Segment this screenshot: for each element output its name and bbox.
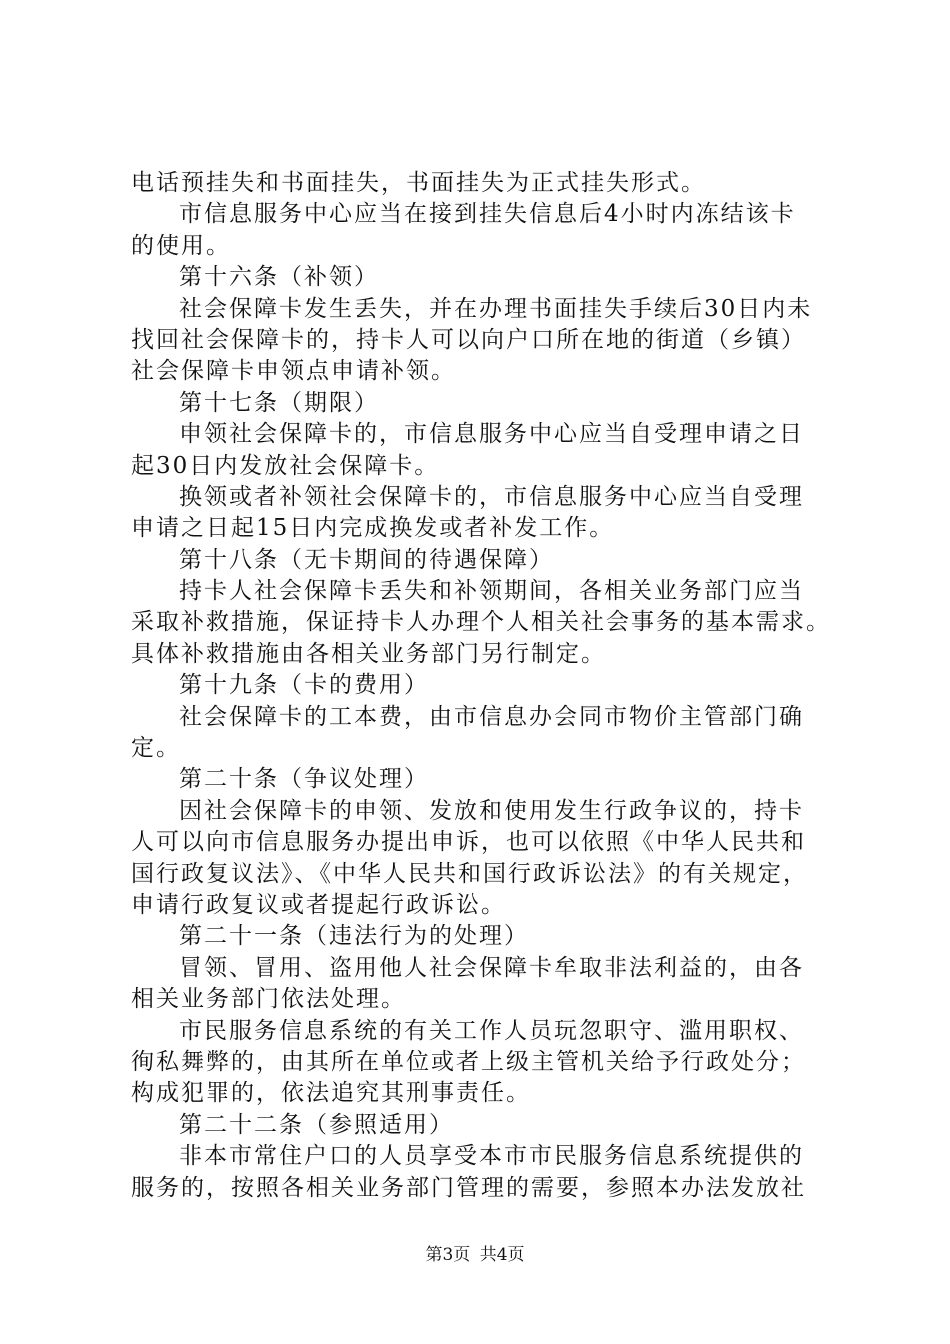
text-line: 服务的，按照各相关业务部门管理的需要，参照本办法发放社 bbox=[131, 1174, 806, 1201]
text-line: 的使用。 bbox=[131, 232, 231, 259]
text-line: 换领或者补领社会保障卡的，市信息服务中心应当自受理 bbox=[179, 483, 804, 510]
text-line: 非本市常住户口的人员享受本市市民服务信息系统提供的 bbox=[179, 1143, 804, 1170]
text-line: 因社会保障卡的申领、发放和使用发生行政争议的，持卡 bbox=[179, 797, 804, 824]
page-total: 共4页 bbox=[479, 1245, 525, 1265]
document-body bbox=[131, 168, 831, 1204]
text-line: 人可以向市信息服务办提出申诉，也可以依照《中华人民共和 bbox=[131, 829, 806, 856]
text-line: 第十八条（无卡期间的待遇保障） bbox=[179, 546, 554, 573]
text-line: 电话预挂失和书面挂失，书面挂失为正式挂失形式。 bbox=[131, 170, 706, 196]
text-line: 申请之日起15日内完成换发或者补发工作。 bbox=[131, 515, 615, 542]
text-line: 相关业务部门依法处理。 bbox=[131, 986, 406, 1013]
text-line: 定。 bbox=[131, 735, 181, 762]
text-line: 第十七条（期限） bbox=[179, 389, 379, 416]
text-line: 国行政复议法》、《中华人民共和国行政诉讼法》的有关规定， bbox=[131, 860, 808, 887]
text-line: 第二十条（争议处理） bbox=[179, 766, 429, 793]
text-line: 徇私舞弊的，由其所在单位或者上级主管机关给予行政处分； bbox=[131, 1048, 806, 1075]
text-line: 社会保障卡的工本费，由市信息办会同市物价主管部门确 bbox=[179, 703, 804, 730]
text-line: 第二十一条（违法行为的处理） bbox=[179, 923, 529, 950]
text-line: 持卡人社会保障卡丢失和补领期间，各相关业务部门应当 bbox=[179, 578, 804, 605]
text-line: 冒领、冒用、盗用他人社会保障卡牟取非法利益的，由各 bbox=[179, 954, 804, 981]
text-line: 申领社会保障卡的，市信息服务中心应当自受理申请之日 bbox=[179, 421, 804, 448]
text-line: 市信息服务中心应当在接到挂失信息后4小时内冻结该卡 bbox=[179, 201, 796, 228]
text-line: 社会保障卡发生丢失，并在办理书面挂失手续后30日内未 bbox=[179, 295, 813, 322]
text-line: 采取补救措施，保证持卡人办理个人相关社会事务的基本需求。 bbox=[131, 609, 831, 636]
page-footer bbox=[0, 1243, 950, 1267]
page-number: 第3页 bbox=[425, 1245, 471, 1265]
text-line: 构成犯罪的，依法追究其刑事责任。 bbox=[131, 1080, 531, 1107]
text-line: 找回社会保障卡的，持卡人可以向户口所在地的街道（乡镇） bbox=[131, 326, 806, 353]
text-line: 第十六条（补领） bbox=[179, 264, 379, 291]
text-line: 第十九条（卡的费用） bbox=[179, 672, 429, 699]
text-line: 市民服务信息系统的有关工作人员玩忽职守、滥用职权、 bbox=[179, 1017, 804, 1044]
text-line: 社会保障卡申领点申请补领。 bbox=[131, 358, 456, 385]
text-line: 具体补救措施由各相关业务部门另行制定。 bbox=[131, 640, 606, 667]
text-line: 第二十二条（参照适用） bbox=[179, 1111, 454, 1138]
text-line: 申请行政复议或者提起行政诉讼。 bbox=[131, 891, 506, 918]
text-line: 起30日内发放社会保障卡。 bbox=[131, 452, 440, 479]
